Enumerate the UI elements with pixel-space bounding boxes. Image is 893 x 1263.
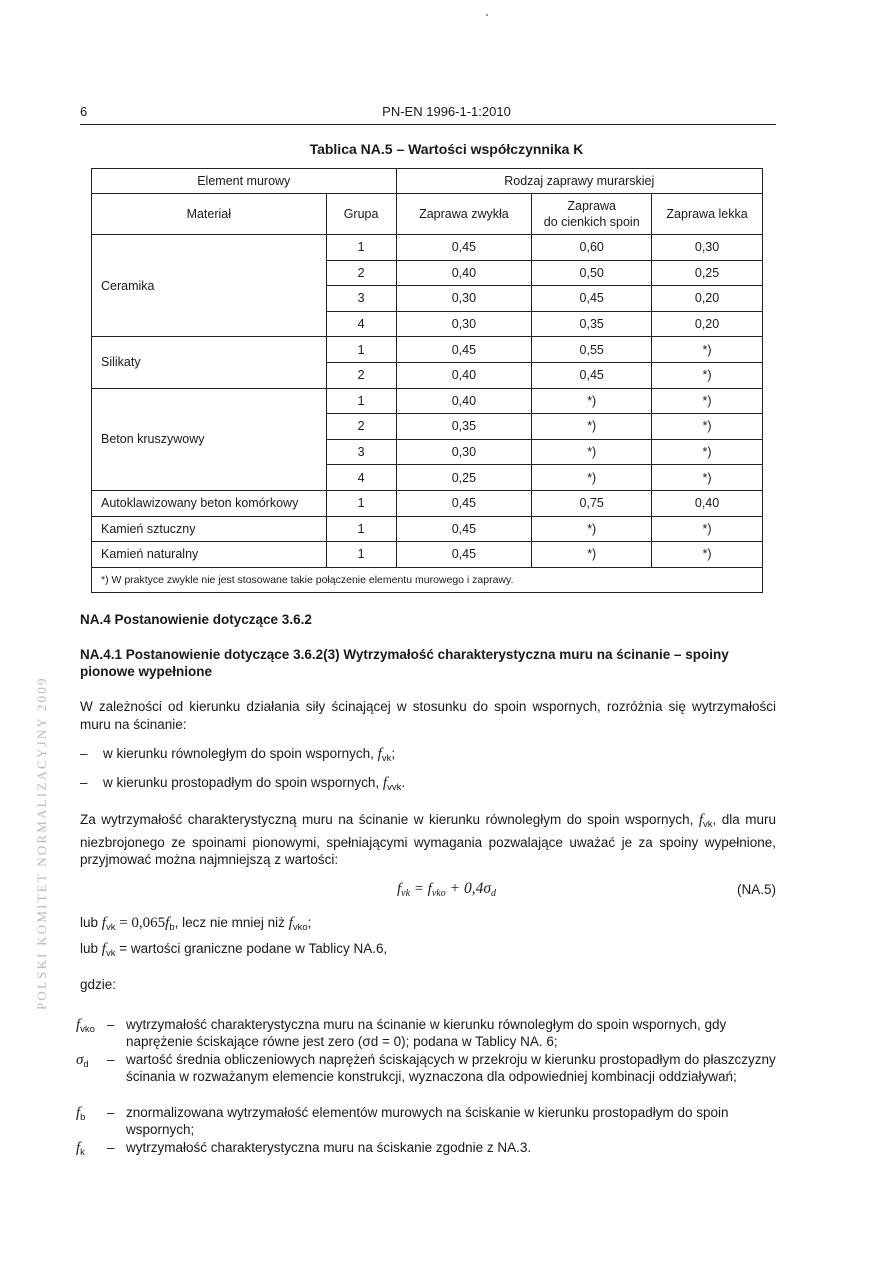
material-kamien-sztuczny: Kamień sztuczny xyxy=(92,516,327,542)
formula-symbol: = f xyxy=(410,881,432,897)
cell-grupa: 1 xyxy=(326,388,396,414)
cell-grupa: 1 xyxy=(326,337,396,363)
cell-zwykla: 0,25 xyxy=(396,465,532,491)
cell-lekka: *) xyxy=(652,388,763,414)
table-row xyxy=(92,337,763,363)
text: ; xyxy=(307,915,312,930)
cell-grupa: 4 xyxy=(326,311,396,337)
symbol-f: f xyxy=(382,775,388,791)
text: lub xyxy=(80,941,102,956)
cell-zwykla: 0,40 xyxy=(396,362,532,388)
header-zaprawa-zwykla: Zaprawa zwykła xyxy=(396,194,532,235)
definition-symbol xyxy=(76,1139,85,1161)
table-footnote-row xyxy=(92,567,763,592)
paragraph-part-a: Za wytrzymałość charakterystyczną muru na ścinanie w kierunku równoległym do spoin wspornych, xyxy=(80,812,699,827)
formula-subscript: d xyxy=(490,888,496,899)
cell-grupa: 1 xyxy=(326,516,396,542)
definition-symbol xyxy=(76,1104,85,1126)
header-material: Materiał xyxy=(92,194,327,235)
cell-zwykla: 0,45 xyxy=(396,337,532,363)
bullet-item xyxy=(80,775,776,795)
symbol-subscript: k xyxy=(80,1147,85,1158)
cell-cienkich: *) xyxy=(532,542,652,568)
cell-cienkich: 0,45 xyxy=(532,286,652,312)
definition-text: wartość średnia obliczeniowych naprężeń ściskających w przekroju w kierunku prostopadłym do płaszczyzny ścinania w rozważanym elemencie konstrukcji, wyznaczona dla odpowiedniej kombinacji oddziaływań; xyxy=(126,1052,776,1084)
symbol-subscript: vko xyxy=(292,922,308,933)
cell-lekka: 0,40 xyxy=(652,490,763,516)
standard-id: PN-EN 1996-1-1:2010 xyxy=(382,104,511,119)
cell-cienkich: 0,55 xyxy=(532,337,652,363)
definition-dash: – xyxy=(107,1052,115,1067)
cell-zwykla: 0,45 xyxy=(396,542,532,568)
text: = 0,065 xyxy=(115,915,166,931)
cell-zwykla: 0,30 xyxy=(396,439,532,465)
bullet-end: . xyxy=(401,775,406,790)
symbol-subscript: vk xyxy=(381,753,392,764)
cell-zwykla: 0,45 xyxy=(396,516,532,542)
equation-number: (NA.5) xyxy=(736,882,776,897)
cell-cienkich: *) xyxy=(532,388,652,414)
cell-cienkich: *) xyxy=(532,414,652,440)
material-beton-kruszywowy: Beton kruszywowy xyxy=(92,388,327,490)
definition-fk xyxy=(76,1139,776,1157)
cell-cienkich: *) xyxy=(532,439,652,465)
formula-subscript: vk xyxy=(401,888,411,899)
cell-cienkich: 0,75 xyxy=(532,490,652,516)
symbol-subscript: vvk xyxy=(387,782,402,793)
symbol-f: f xyxy=(76,1105,81,1121)
cell-zwykla: 0,30 xyxy=(396,311,532,337)
cell-grupa: 2 xyxy=(326,260,396,286)
symbol-f: f xyxy=(288,915,293,931)
paragraph-part-b: , dla muru niezbrojonego ze spoinami pionowymi, spełniającymi wymagania pozwalające uważać je za spoiny wypełnione, przyjmować można najmniejszą z wartości: xyxy=(80,812,776,867)
symbol-subscript: vk xyxy=(703,819,713,830)
symbol-subscript: vko xyxy=(80,1024,95,1035)
bullet-dash: – xyxy=(80,775,88,790)
where-label: gdzie: xyxy=(80,977,117,992)
bullet-item xyxy=(80,746,776,766)
header-cienkich-line1: Zaprawa xyxy=(567,199,617,213)
cell-zwykla: 0,45 xyxy=(396,235,532,261)
symbol-f: f xyxy=(101,941,106,957)
definition-text: wytrzymałość charakterystyczna muru na ścinanie w kierunku równoległym do spoin wspornych, gdy naprężenie ściskające równe jest zero (σd = 0); podana w Tablicy NA. 6; xyxy=(126,1017,727,1049)
intro-paragraph: W zależności od kierunku działania siły ścinającej w stosunku do spoin wspornych, rozróżnia się wytrzymałości muru na ścinanie: xyxy=(80,699,776,732)
definition-text: znormalizowana wytrzymałość elementów murowych na ściskanie w kierunku prostopadłym do spoin wspornych; xyxy=(126,1105,729,1137)
header-zaprawa-lekka: Zaprawa lekka xyxy=(652,194,763,235)
header-cienkich-line2: do cienkich spoin xyxy=(543,215,640,229)
cell-lekka: *) xyxy=(652,542,763,568)
table-row xyxy=(92,542,763,568)
cell-grupa: 3 xyxy=(326,286,396,312)
table-row xyxy=(92,490,763,516)
definition-fb xyxy=(76,1104,776,1138)
definition-dash: – xyxy=(107,1105,115,1120)
symbol-f: f xyxy=(377,746,382,762)
cell-lekka: *) xyxy=(652,414,763,440)
bullet-dash: – xyxy=(80,746,88,761)
definition-dash: – xyxy=(107,1017,115,1032)
definition-symbol xyxy=(76,1051,89,1073)
cell-lekka: 0,20 xyxy=(652,286,763,312)
cell-zwykla: 0,40 xyxy=(396,260,532,286)
paragraph-shear-strength xyxy=(80,811,776,869)
symbol-subscript: b xyxy=(169,922,175,933)
definition-symbol xyxy=(76,1016,95,1038)
cell-grupa: 1 xyxy=(326,235,396,261)
section-na41-heading: NA.4.1 Postanowienie dotyczące 3.6.2(3) Wytrzymałość charakterystyczna muru na ścinanie – spoiny pionowe wypełnione xyxy=(80,647,729,679)
symbol-sigma: σ xyxy=(76,1052,84,1068)
cell-cienkich: 0,50 xyxy=(532,260,652,286)
cell-grupa: 2 xyxy=(326,362,396,388)
table-title: Tablica NA.5 – Wartości współczynnika K xyxy=(309,141,584,157)
page-number: 6 xyxy=(80,104,88,119)
formula-subscript: vko xyxy=(431,888,446,899)
material-silikaty: Silikaty xyxy=(92,337,327,388)
bullet-text xyxy=(103,775,405,793)
cell-zwykla: 0,35 xyxy=(396,414,532,440)
cell-zwykla: 0,30 xyxy=(396,286,532,312)
definition-sigma-d xyxy=(76,1051,776,1103)
definition-dash: – xyxy=(107,1140,115,1155)
table-footnote: *) W praktyce zwykle nie jest stosowane takie połączenie elementu murowego i zaprawy. xyxy=(92,567,763,592)
bullet-end: ; xyxy=(391,746,396,761)
cell-lekka: 0,20 xyxy=(652,311,763,337)
table-header-row xyxy=(92,169,763,194)
material-ceramika: Ceramika xyxy=(92,235,327,337)
table-row xyxy=(92,235,763,261)
cell-lekka: *) xyxy=(652,439,763,465)
cell-cienkich: 0,45 xyxy=(532,362,652,388)
cell-grupa: 1 xyxy=(326,542,396,568)
section-na4-heading: NA.4 Postanowienie dotyczące 3.6.2 xyxy=(80,612,312,627)
header-rule xyxy=(80,124,776,125)
material-autoklawizowany: Autoklawizowany beton komórkowy xyxy=(92,490,327,516)
table-subheader-row xyxy=(92,194,763,235)
cell-lekka: *) xyxy=(652,465,763,491)
table-row xyxy=(92,516,763,542)
symbol-f: f xyxy=(101,915,106,931)
definition-text: wytrzymałość charakterystyczna muru na ściskanie zgodnie z NA.3. xyxy=(126,1140,532,1155)
symbol-subscript: vk xyxy=(105,922,116,933)
bullet-text-main: w kierunku równoległym do spoin wspornych, xyxy=(103,746,378,761)
cell-lekka: *) xyxy=(652,516,763,542)
scan-speck xyxy=(486,14,488,16)
cell-lekka: 0,30 xyxy=(652,235,763,261)
cell-grupa: 3 xyxy=(326,439,396,465)
cell-cienkich: 0,35 xyxy=(532,311,652,337)
watermark: POLSKI KOMITET NORMALIZACYJNY 2009 xyxy=(34,676,49,1010)
cell-cienkich: 0,60 xyxy=(532,235,652,261)
cell-grupa: 1 xyxy=(326,490,396,516)
bullet-text-main: w kierunku prostopadłym do spoin wspornych, xyxy=(103,775,383,790)
symbol-f: f xyxy=(76,1017,81,1033)
symbol-subscript: b xyxy=(80,1112,86,1123)
symbol-f: f xyxy=(76,1140,81,1156)
symbol-subscript: d xyxy=(83,1059,89,1070)
alternative-line-2 xyxy=(80,941,387,959)
text: lub xyxy=(80,915,102,930)
definition-fvko xyxy=(76,1016,776,1050)
header-rodzaj-zaprawy: Rodzaj zaprawy murarskiej xyxy=(396,169,762,194)
cell-grupa: 4 xyxy=(326,465,396,491)
text: = wartości graniczne podane w Tablicy NA.6, xyxy=(115,941,388,956)
bullet-text xyxy=(103,746,395,764)
cell-zwykla: 0,40 xyxy=(396,388,532,414)
cell-zwykla: 0,45 xyxy=(396,490,532,516)
symbol-f: f xyxy=(165,915,170,931)
formula-term: + 0,4σ xyxy=(445,880,491,897)
header-zaprawa-cienkich xyxy=(532,194,652,235)
alternative-line-1 xyxy=(80,915,311,933)
cell-grupa: 2 xyxy=(326,414,396,440)
cell-cienkich: *) xyxy=(532,516,652,542)
cell-lekka: *) xyxy=(652,362,763,388)
material-kamien-naturalny: Kamień naturalny xyxy=(92,542,327,568)
text: , lecz nie mniej niż xyxy=(174,915,289,930)
cell-lekka: 0,25 xyxy=(652,260,763,286)
cell-lekka: *) xyxy=(652,337,763,363)
formula-symbol: f xyxy=(397,881,402,897)
header-grupa: Grupa xyxy=(326,194,396,235)
coefficient-table xyxy=(91,168,763,593)
symbol-subscript: vk xyxy=(105,948,116,959)
header-element-murowy: Element murowy xyxy=(92,169,397,194)
table-row xyxy=(92,388,763,414)
cell-cienkich: *) xyxy=(532,465,652,491)
symbol-f: f xyxy=(698,812,703,828)
